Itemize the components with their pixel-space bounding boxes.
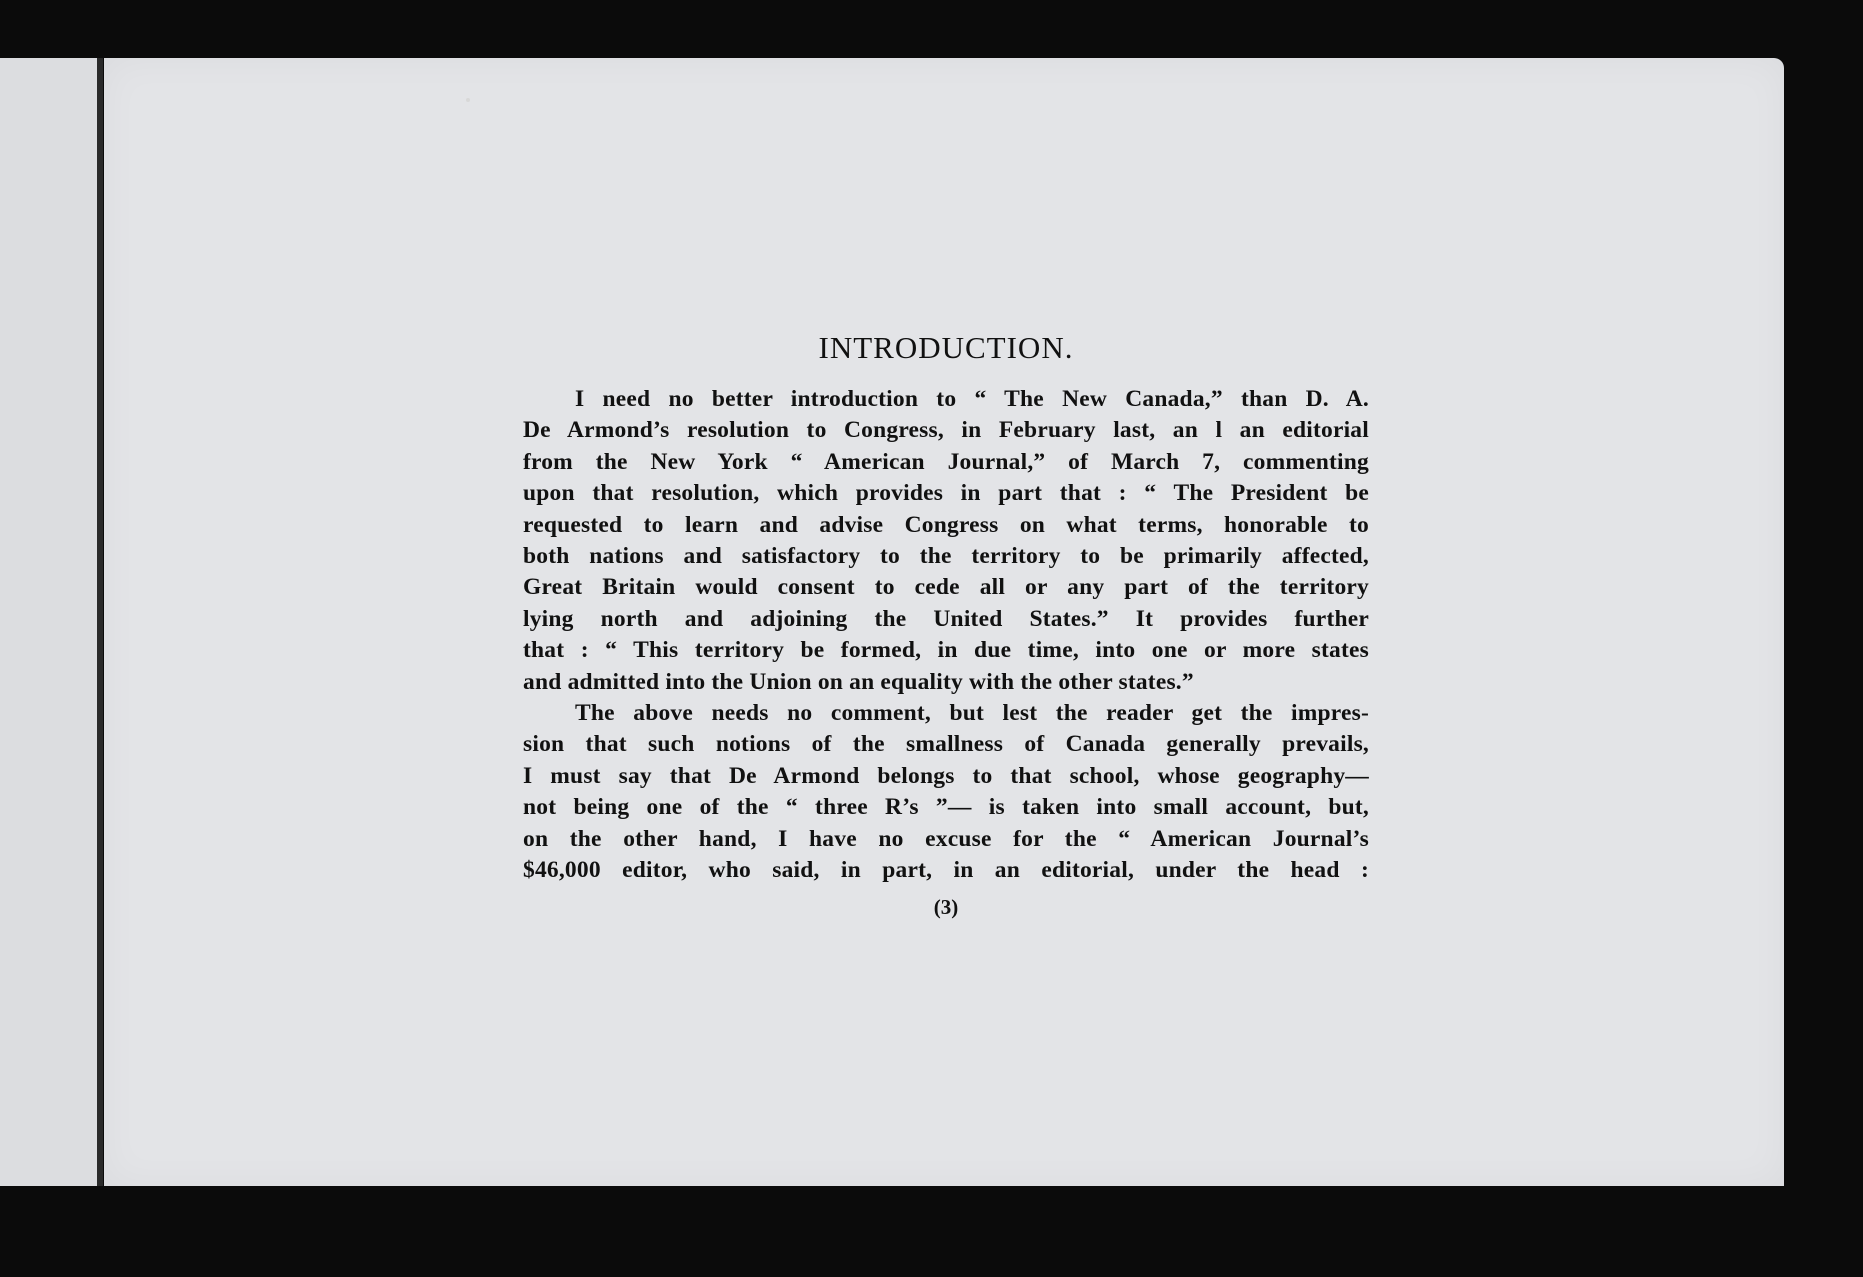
text-line: Great Britain would consent to cede all or any part of the territory <box>523 574 1369 601</box>
text-line: from the New York “ American Journal,” of March 7, commenting <box>523 448 1369 475</box>
text-line: both nations and satisfactory to the territory to be primarily affected, <box>523 543 1369 570</box>
text-line: that : “ This territory be formed, in due time, into one or more states <box>523 637 1369 664</box>
text-line: upon that resolution, which provides in part that : “ The President be <box>523 480 1369 507</box>
text-line: on the other hand, I have no excuse for the “ American Journal’s <box>523 825 1369 852</box>
text-line: lying north and adjoining the United States.” It provides further <box>523 605 1369 632</box>
paragraph-1 <box>523 384 1369 698</box>
gutter-shadow <box>97 58 103 1186</box>
text-line: The above needs no comment, but lest the reader get the impres- <box>575 700 1369 726</box>
paper-speck <box>466 98 470 102</box>
page-number: (3) <box>933 895 959 919</box>
paragraph-2 <box>523 698 1369 886</box>
text-line: $46,000 editor, who said, in part, in an editorial, under the head : <box>523 857 1369 884</box>
page-title: INTRODUCTION. <box>818 330 1074 365</box>
text-line: and admitted into the Union on an equality with the other states.” <box>523 668 1194 695</box>
text-line: not being one of the “ three R’s ”— is taken into small account, but, <box>523 794 1369 821</box>
text-line: De Armond’s resolution to Congress, in February last, an l an editorial <box>523 417 1369 444</box>
book-page <box>104 58 1784 1186</box>
text-line: I need no better introduction to “ The New Canada,” than D. A. <box>575 386 1369 412</box>
text-line: I must say that De Armond belongs to that school, whose geography— <box>523 762 1369 789</box>
text-line: sion that such notions of the smallness of Canada generally prevails, <box>523 731 1369 758</box>
text-line: requested to learn and advise Congress on what terms, honorable to <box>523 511 1369 538</box>
facing-page-edge <box>0 58 101 1186</box>
